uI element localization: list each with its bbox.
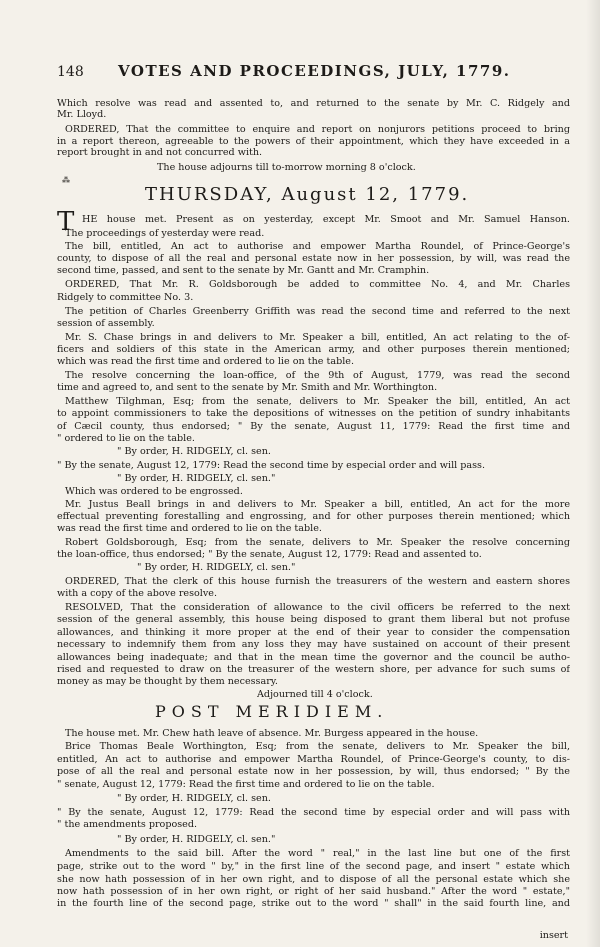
text-line: Adjourned till 4 o'clock.: [257, 689, 373, 700]
text-line: ORDERED, That the committee to enquire and report on nonjurors petitions proceed to bring: [65, 124, 570, 135]
text-line: Mr. Lloyd.: [57, 109, 107, 120]
text-line: allowances, and thinking it more proper at the end of their year to consider the compensation: [57, 627, 570, 638]
text-line: effectual preventing forestalling and engrossing, and for other purposes therein mentioned; which: [57, 511, 570, 522]
afternoon-heading: POST MERIDIEM.: [155, 702, 389, 721]
text-line: " By order, H. RIDGELY, cl. sen.": [117, 473, 276, 484]
text-line: session of assembly.: [57, 318, 155, 329]
text-line: allowances being inadequate; and that in the mean time the governor and the council be autho-: [57, 652, 570, 663]
text-line: " By order, H. RIDGELY, cl. sen.": [137, 562, 296, 573]
text-line: Mr. Justus Beall brings in and delivers to Mr. Speaker a bill, entitled, An act for the more: [65, 499, 570, 510]
text-line: " By order, H. RIDGELY, cl. sen.": [117, 834, 276, 845]
text-line: Ridgely to committee No. 3.: [57, 292, 194, 303]
drop-cap: T: [57, 207, 75, 237]
text-line: pose of all the real and personal estate now in her possession, by will, thus endorsed; " By the: [57, 766, 570, 777]
text-line: The petition of Charles Greenberry Griffith was read the second time and referred to the next: [65, 306, 570, 317]
text-line: rised and requested to draw on the treasurer of the western shore, per advance for such sums of: [57, 664, 570, 675]
text-line: The house met. Mr. Chew hath leave of absence. Mr. Burgess appeared in the house.: [65, 728, 479, 739]
page-number: 148: [57, 64, 84, 80]
text-line: " By the senate, August 12, 1779: Read the second time by especial order and will pass with: [57, 807, 570, 818]
text-line: Which was ordered to be engrossed.: [65, 486, 243, 497]
text-line: The resolve concerning the loan-office, of the 9th of August, 1779, was read the second: [65, 370, 570, 381]
text-line: second time, passed, and sent to the senate by Mr. Gantt and Mr. Cramphin.: [57, 265, 430, 276]
text-line: The proceedings of yesterday were read.: [65, 228, 265, 239]
text-line: which was read the first time and ordered to lie on the table.: [57, 356, 355, 367]
page-edge-shadow: [586, 0, 600, 947]
catchword: insert: [539, 930, 568, 941]
text-line: entitled, An act to authorise and empower Martha Roundel, of Prince-George's county, to dis-: [57, 754, 570, 765]
text-line: " By the senate, August 12, 1779: Read the second time by especial order and will pass.: [57, 460, 486, 471]
text-line: RESOLVED, That the consideration of allowance to the civil officers be referred to the next: [65, 602, 570, 613]
text-line: " the amendments proposed.: [57, 819, 198, 830]
text-line: session of the general assembly, this house being disposed to grant them liberal but not profuse: [57, 614, 570, 625]
ornament-mark: ⁂: [62, 176, 70, 185]
text-line: Robert Goldsborough, Esq; from the senate, delivers to Mr. Speaker the resolve concerning: [65, 537, 570, 548]
text-line: report brought in and not concurred with.: [57, 147, 263, 158]
text-line: page, strike out to the word " by," in the first line of the second page, and insert " estate which: [57, 861, 570, 872]
text-line: The house adjourns till to-morrow morning 8 o'clock.: [157, 162, 416, 173]
text-line: the loan-office, thus endorsed; " By the senate, August 12, 1779: Read and assented to.: [57, 549, 482, 560]
text-line: to appoint commissioners to take the depositions of witnesses on the petition of sundry inhabitants: [57, 408, 570, 419]
text-line: money as may be thought by them necessary.: [57, 676, 278, 687]
text-line: time and agreed to, and sent to the senate by Mr. Smith and Mr. Worthington.: [57, 382, 438, 393]
text-line: " ordered to lie on the table.: [57, 433, 195, 444]
text-line: in the fourth line of the second page, strike out to the word " shall" in the said fourth line, and: [57, 898, 570, 909]
day-heading: THURSDAY, August 12, 1779.: [145, 184, 470, 205]
text-line: in a report thereon, agreeable to the powers of their appointment, which they have exceeded in a: [57, 136, 570, 147]
text-line: " By order, H. RIDGELY, cl. sen.: [117, 793, 271, 804]
text-line: was read the first time and ordered to lie on the table.: [57, 523, 322, 534]
text-line: she now hath possession of in her own right, and to dispose of all the personal estate which she: [57, 874, 570, 885]
text-line: necessary to indemnify them from any loss they may have sustained on account of their present: [57, 639, 570, 650]
running-title: VOTES AND PROCEEDINGS, JULY, 1779.: [118, 62, 511, 80]
text-line: Which resolve was read and assented to, and returned to the senate by Mr. C. Ridgely and: [57, 98, 570, 109]
text-line: ORDERED, That Mr. R. Goldsborough be added to committee No. 4, and Mr. Charles: [65, 279, 570, 290]
text-line: The bill, entitled, An act to authorise and empower Martha Roundel, of Prince-George's: [65, 241, 570, 252]
text-line: of Cæcil county, thus endorsed; " By the senate, August 11, 1779: Read the first time and: [57, 421, 570, 432]
text-line: Brice Thomas Beale Worthington, Esq; from the senate, delivers to Mr. Speaker the bill,: [65, 741, 570, 752]
text-line: now hath possession of in her own right, or right of her said husband." After the word " estate,": [57, 886, 570, 897]
text-line: HE house met. Present as on yesterday, except Mr. Smoot and Mr. Samuel Hanson.: [82, 214, 570, 225]
text-line: Matthew Tilghman, Esq; from the senate, delivers to Mr. Speaker the bill, entitled, An act: [65, 396, 570, 407]
text-line: Amendments to the said bill. After the word " real," in the last line but one of the first: [65, 848, 570, 859]
text-line: county, to dispose of all the real and personal estate now in her possession, by will, was read the: [57, 253, 570, 264]
text-line: " senate, August 12, 1779: Read the first time and ordered to lie on the table.: [57, 779, 435, 790]
text-line: ficers and soldiers of this state in the American army, and other purposes therein mentioned;: [57, 344, 570, 355]
text-line: ORDERED, That the clerk of this house furnish the treasurers of the western and eastern shores: [65, 576, 570, 587]
text-line: Mr. S. Chase brings in and delivers to Mr. Speaker a bill, entitled, An act relating to the of-: [65, 332, 570, 343]
text-line: with a copy of the above resolve.: [57, 588, 217, 599]
text-line: " By order, H. RIDGELY, cl. sen.: [117, 446, 271, 457]
